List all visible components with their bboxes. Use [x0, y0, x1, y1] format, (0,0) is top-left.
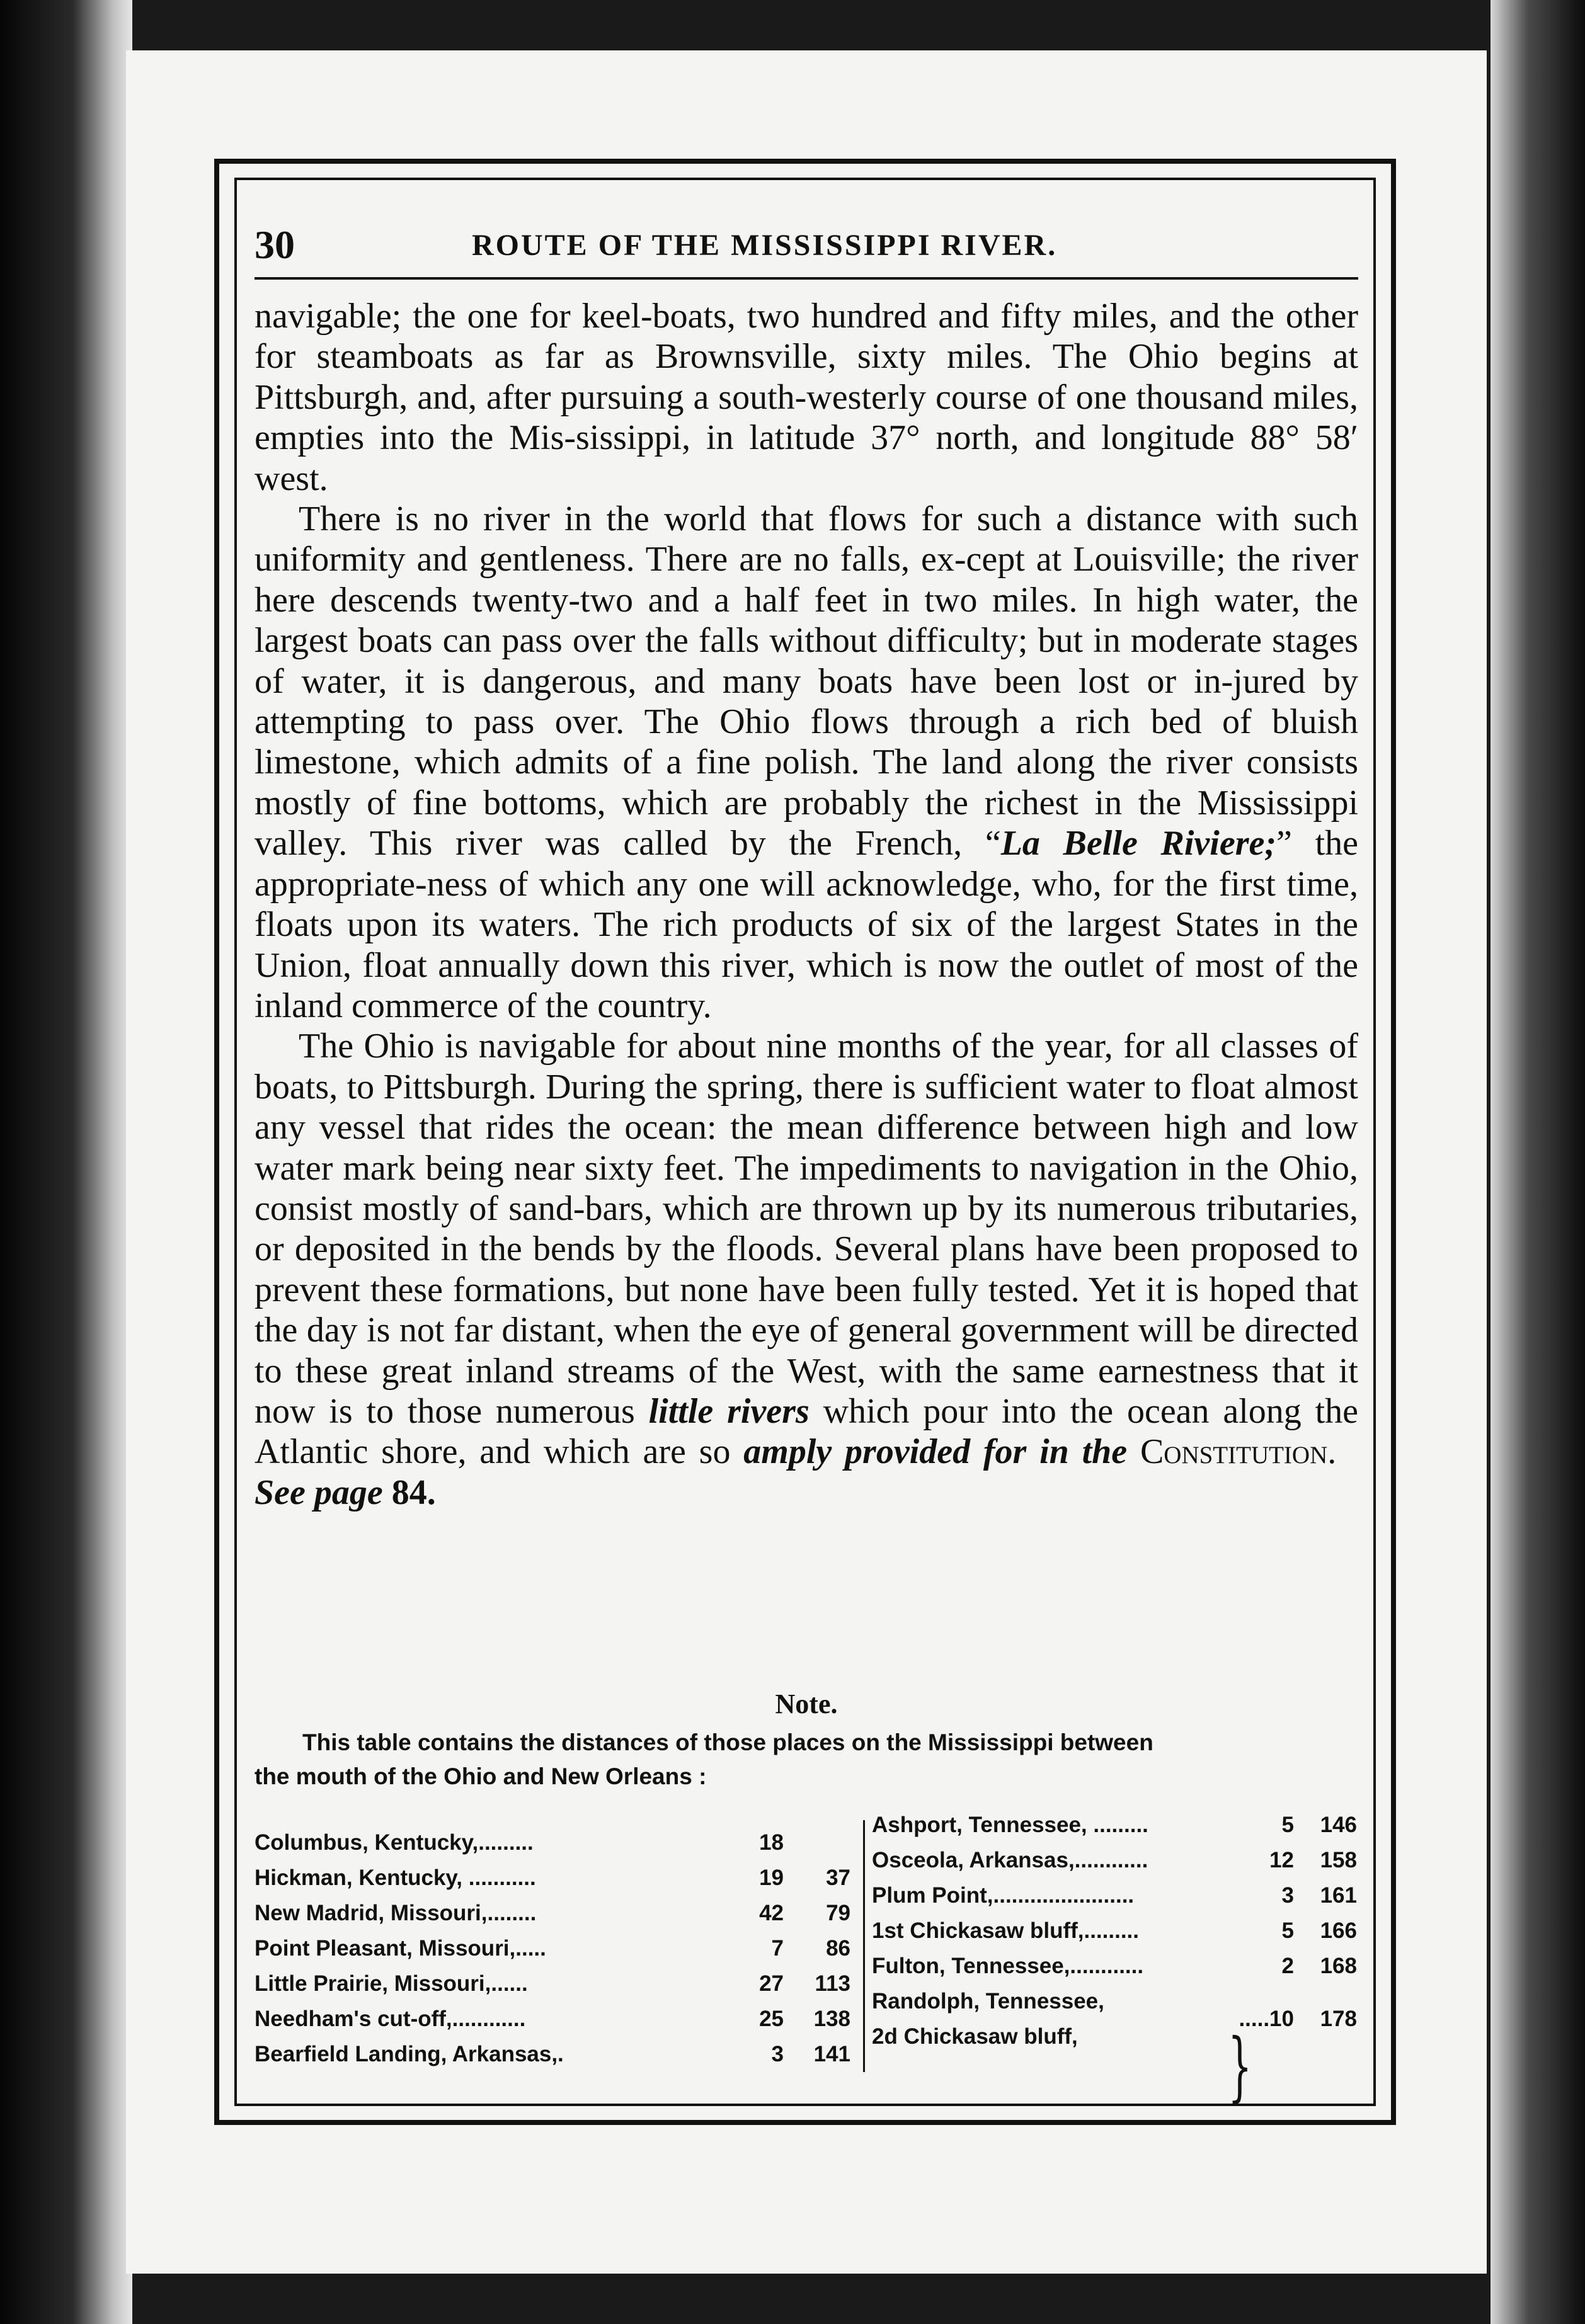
running-title: ROUTE OF THE MISSISSIPPI RIVER.	[472, 229, 1058, 262]
cumulative-distance: 158	[1320, 1848, 1357, 1872]
page-number: 30	[255, 222, 295, 267]
book-spine-left	[0, 0, 132, 2324]
distance-table	[255, 1813, 1363, 2072]
paragraph-1: navigable; the one for keel-boats, two hundred and fifty miles, and the other for steamboats as far as Brownsville, sixty miles. The Ohio begins at Pittsburgh, and, after pursuing a south-westerly course of one thousand miles, empties into the Mis-sissippi, in latitude 37° north, and longitude 88° 58′ west.	[255, 297, 1358, 498]
place-name: Little Prairie, Missouri,......	[255, 1971, 528, 1996]
cumulative-distance: 166	[1320, 1918, 1357, 1943]
cumulative-distance: 79	[826, 1901, 850, 1925]
table-column-divider	[863, 1820, 865, 2072]
place-name: Point Pleasant, Missouri,.....	[255, 1936, 546, 1961]
distance: 5	[1281, 1918, 1294, 1943]
distance: .....10	[1239, 2007, 1294, 2031]
distance: 18	[759, 1830, 784, 1855]
cumulative-distance: 141	[813, 2042, 850, 2066]
header-rule	[255, 277, 1358, 280]
place-name: Bearfield Landing, Arkansas,.	[255, 2042, 564, 2066]
place-name: Randolph, Tennessee,	[872, 1989, 1104, 2014]
paragraph-3-constitution: Constitution.	[1140, 1432, 1337, 1472]
cumulative-distance: 138	[813, 2007, 850, 2031]
cumulative-distance: 37	[826, 1865, 850, 1890]
paragraph-3-text-b: which pour into the ocean along the Atlantic shore, and which are so	[255, 1391, 1359, 1472]
distance: 42	[759, 1901, 784, 1925]
body-text	[255, 296, 1358, 1513]
paragraph-3-text-a: The Ohio is navigable for about nine months of the year, for all classes of boats, to Pittsburgh. During the spring, there is sufficient water to float almost any vessel that rides the ocean: the mean difference between high and low water mark being near sixty feet. The impediments to navigation in the Ohio, consist mostly of sand-bars, which are thrown up by its numerous tributaries, or deposited in the bends by the floods. Several plans have been proposed to prevent these formations, but none have been fully tested. Yet it is hoped that the day is not far distant, when the eye of general government will be directed to these great inland streams of the West, with the same earnestness that it now is to those numerous	[255, 1027, 1358, 1431]
paragraph-2-text-a: There is no river in the world that flows for such a distance with such uniformity and gentleness. There are no falls, ex-cept at Louisville; the river here descends twenty-two and a half feet in two miles. In high water, the largest boats can pass over the falls without difficulty; but in moderate stages of water, it is dangerous, and many boats have been lost or in-jured by attempting to pass over. The Ohio flows through a rich bed of bluish limestone, which admits of a fine polish. The land along the river consists mostly of fine bottoms, which are probably the richest in the Mississippi valley. This river was called by the French, “	[255, 499, 1358, 863]
distance: 3	[1281, 1883, 1294, 1908]
paragraph-2-italic: La Belle Riviere;	[1000, 824, 1276, 863]
cumulative-distance: 161	[1320, 1883, 1357, 1908]
paragraph-3-page-ref: 84.	[391, 1472, 436, 1512]
place-name: Columbus, Kentucky,.........	[255, 1830, 534, 1855]
distance: 5	[1281, 1813, 1294, 1837]
brace-glyph: }	[1228, 2023, 1252, 2110]
paragraph-3-italic-1: little rivers	[648, 1391, 810, 1431]
paragraph-3-italic-2: amply provided for in the	[743, 1432, 1128, 1472]
cumulative-distance: 86	[826, 1936, 850, 1961]
distance: 25	[759, 2007, 784, 2031]
paragraph-2	[255, 499, 1358, 1026]
place-name: Needham's cut-off,............	[255, 2007, 526, 2031]
note-title: Note.	[775, 1689, 838, 1719]
book-edge-right	[1491, 0, 1585, 2324]
place-name: Osceola, Arkansas,............	[872, 1848, 1148, 1872]
place-name: Plum Point,.......................	[872, 1883, 1135, 1908]
distance: 12	[1269, 1848, 1294, 1872]
cumulative-distance: 178	[1320, 2007, 1357, 2031]
place-name: Fulton, Tennessee,............	[872, 1954, 1144, 1978]
note-intro-line-2: the mouth of the Ohio and New Orleans :	[255, 1763, 707, 1789]
distance: 27	[759, 1971, 784, 1996]
place-name: New Madrid, Missouri,........	[255, 1901, 537, 1925]
distance: 3	[771, 2042, 784, 2066]
distance: 7	[771, 1936, 784, 1961]
distance: 2	[1281, 1954, 1294, 1978]
place-name: Ashport, Tennessee, .........	[872, 1813, 1148, 1837]
note-intro	[255, 1726, 1354, 1794]
cumulative-distance: 113	[815, 1971, 850, 1996]
place-name: 1st Chickasaw bluff,.........	[872, 1918, 1139, 1943]
cumulative-distance: 168	[1320, 1954, 1357, 1978]
place-name: 2d Chickasaw bluff,	[872, 2024, 1078, 2049]
cumulative-distance: 146	[1320, 1813, 1357, 1837]
paragraph-3-italic-3: See page	[255, 1472, 383, 1512]
distance: 19	[759, 1865, 784, 1890]
page-header	[255, 222, 1357, 278]
paragraph-2-text-b: ” the appropriate-ness of which any one will acknowledge, who, for the first time, floats upon its waters. The rich products of six of the largest States in the Union, float annually down this river, which is now the outlet of most of the inland commerce of the country.	[255, 824, 1358, 1025]
paragraph-3	[255, 1026, 1358, 1513]
place-name: Hickman, Kentucky, ...........	[255, 1865, 536, 1890]
note-intro-line-1: This table contains the distances of those places on the Mississippi between	[302, 1729, 1153, 1755]
